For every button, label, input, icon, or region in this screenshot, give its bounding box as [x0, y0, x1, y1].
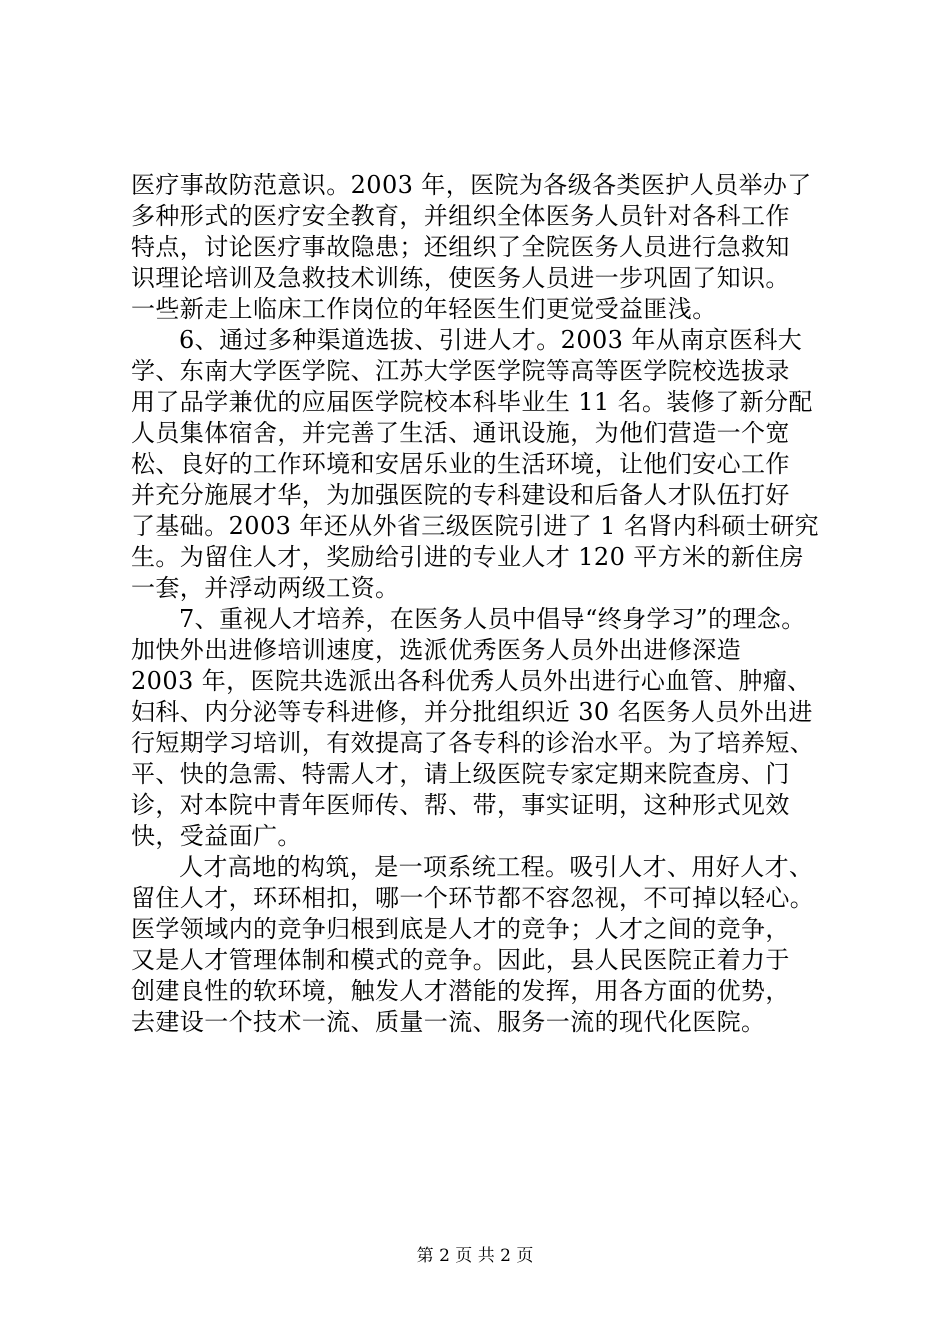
text-line: 医疗事故防范意识。2003 年，医院为各级各类医护人员举办了 [131, 171, 812, 199]
text-line: 识理论培训及急救技术训练，使医务人员进一步巩固了知识。 [131, 264, 790, 292]
text-line: 了基础。2003 年还从外省三级医院引进了 1 名肾内科硕士研究 [131, 512, 820, 540]
text-line: 去建设一个技术一流、质量一流、服务一流的现代化医院。 [131, 1008, 766, 1036]
text-line: 快，受益面广。 [131, 822, 302, 850]
paragraph-start-line: 人才高地的构筑，是一项系统工程。吸引人才、用好人才、 [179, 853, 814, 881]
paragraph-start-line: 7、重视人才培养，在医务人员中倡导“终身学习”的理念。 [179, 605, 806, 633]
paragraph-start-line: 6、通过多种渠道选拔、引进人才。2003 年从南京医科大 [179, 326, 803, 354]
text-line: 一套，并浮动两级工资。 [131, 574, 400, 602]
text-line: 2003 年，医院共选派出各科优秀人员外出进行心血管、肿瘤、 [131, 667, 812, 695]
text-line: 留住人才，环环相扣，哪一个环节都不容忽视，不可掉以轻心。 [131, 884, 815, 912]
text-line: 行短期学习培训，有效提高了各专科的诊治水平。为了培养短、 [131, 729, 815, 757]
text-line: 松、良好的工作环境和安居乐业的生活环境，让他们安心工作 [131, 450, 790, 478]
text-line: 一些新走上临床工作岗位的年轻医生们更觉受益匪浅。 [131, 295, 717, 323]
text-line: 又是人才管理体制和模式的竞争。因此，县人民医院正着力于 [131, 946, 790, 974]
text-line: 特点，讨论医疗事故隐患；还组织了全院医务人员进行急救知 [131, 233, 790, 261]
text-line: 多种形式的医疗安全教育，并组织全体医务人员针对各科工作 [131, 202, 790, 230]
text-line: 创建良性的软环境，触发人才潜能的发挥，用各方面的优势， [131, 977, 790, 1005]
body-text [131, 170, 831, 1038]
text-line: 诊，对本院中青年医师传、帮、带，事实证明，这种形式见效 [131, 791, 790, 819]
text-line: 学、东南大学医学院、江苏大学医学院等高等医学院校选拔录 [131, 357, 790, 385]
text-line: 用了品学兼优的应届医学院校本科毕业生 11 名。装修了新分配 [131, 388, 813, 416]
text-line: 妇科、内分泌等专科进修，并分批组织近 30 名医务人员外出进 [131, 698, 813, 726]
text-line: 平、快的急需、特需人才，请上级医院专家定期来院查房、门 [131, 760, 790, 788]
text-line: 人员集体宿舍，并完善了生活、通讯设施，为他们营造一个宽 [131, 419, 790, 447]
text-line: 加快外出进修培训速度，选派优秀医务人员外出进修深造 [131, 636, 741, 664]
page-footer: 第 2 页 共 2 页 [416, 1246, 534, 1266]
text-line: 生。为留住人才，奖励给引进的专业人才 120 平方米的新住房 [131, 543, 805, 571]
text-line: 并充分施展才华，为加强医院的专科建设和后备人才队伍打好 [131, 481, 790, 509]
text-line: 医学领域内的竞争归根到底是人才的竞争；人才之间的竞争， [131, 915, 790, 943]
